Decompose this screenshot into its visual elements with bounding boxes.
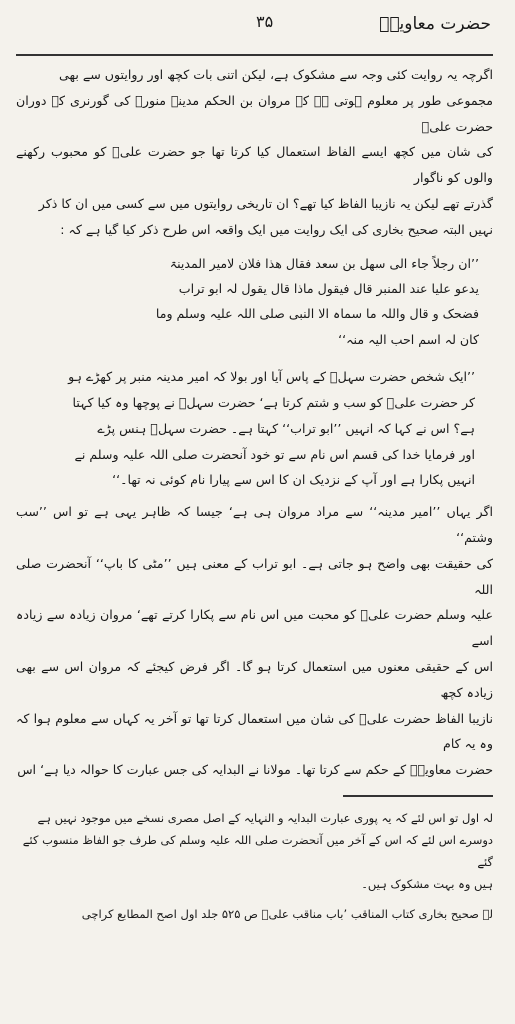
footnote-line: ہیں وہ بہت مشکوک ہیں۔ [361,876,493,891]
footnote-1 [16,807,493,895]
main-text [16,62,493,783]
text-line: کی شان میں کچھ ایسے الفاظ استعمال کیا کرتا تھا جو حضرت علیؓ کو محبوب رکھنے والوں کو ناگوار [16,144,493,186]
quote-line: کان لہ اسم احب الیہ منہ‘‘ [338,331,479,347]
translation-line: انہیں پکارا ہے اور آپ کے نزدیک ان کا اس سے پیارا نام کوئی نہ تھا۔‘‘ [112,472,475,488]
text-line: اگرچہ یہ روایت کئی وجہ سے مشکوک ہے، لیکن اتنی بات کچھ اور روایتوں سے بھی [59,67,493,82]
text-line: علیہ وسلم حضرت علیؓ کو محبت میں اس نام سے پکارا کرتے تھے‘ مروان زیادہ سے زیادہ اسے [16,607,493,649]
page-number: ۳۵ [256,12,274,31]
translation-line: کر حضرت علیؓ کو سب و شتم کرتا ہے‘ حضرت سہلؓ نے پوچھا وہ کیا کہتا [72,395,475,410]
quote-line: فضحک و قال واللہ ما سماہ الا النبی صلی اللہ علیہ وسلم وما [155,306,479,322]
footnote-line: لہ اول تو اس لئے کہ یہ پوری عبارت البدایہ و النہایہ کے اصل مصری نسخے میں موجود نہیں ہے [37,810,493,825]
text-line: نازیبا الفاظ حضرت علیؓ کی شان میں استعمال کرتا تھا تو آخر یہ کہاں سے معلوم ہوا کہ وہ یہ کام [16,710,493,752]
running-title: حضرت معاویہؓ [379,14,491,34]
text-line: گذرتے تھے لیکن یہ نازیبا الفاظ کیا تھے؟ ان تاریخی روایتوں میں سے کسی میں ان کا ذکر [38,195,493,211]
translation-line: ہے؟ اس نے کہا کہ انہیں ’’ابو تراب‘‘ کہتا ہے۔ حضرت سہلؓ ہنس پڑے [97,420,475,436]
text-line: اگر یہاں ’’امیر مدینہ‘‘ سے مراد مروان ہی ہے‘ جیسا کہ ظاہر یہی ہے تو اس ’’سب وشتم‘‘ [16,504,493,545]
translation-line: اور فرمایا خدا کی قسم اس نام سے تو خود آنحضرت صلی اللہ علیہ وسلم نے [74,446,475,462]
page-header [16,0,493,56]
text-line: مجموعی طور پر معلوم ہوتی ہے کہ مروان بن الحکم مدینہ منورہ کی گورنری کے دوران حضرت علیؓ [16,92,493,134]
text-line: حضرت معاویہؓ کے حکم سے کرتا تھا۔ مولانا نے البدایہ کی جس عبارت کا حوالہ دیا ہے‘ اس [17,762,493,778]
footnotes [16,807,493,925]
footnote-line: دوسرے اس لئے کہ اس کے آخر میں آنحضرت صلی اللہ علیہ وسلم کی طرف جو الفاظ منسوب کئے گئے [22,832,493,869]
paragraph-1 [16,62,493,243]
text-line: کی حقیقت بھی واضح ہو جاتی ہے۔ ابو تراب کے معنی ہیں ’’مٹی کا باپ‘‘ آنحضرت صلی اللہ [16,555,493,597]
text-line: اس کے حقیقی معنوں میں استعمال کرتا ہو گا۔ اگر فرض کیجئے کہ مروان اس سے بھی زیادہ کچھ [16,658,493,700]
footnote-line: لہ صحیح بخاری کتاب المناقب ’باب مناقب علیؓ ص ۵۲۵ جلد اول اصح المطابع کراچی [81,906,493,921]
footnote-separator [343,795,493,797]
footnote-2 [16,903,493,925]
quote-line: یدعو علیا عند المنبر قال فیقول ماذا قال یقول لہ ابو تراب [178,280,479,296]
arabic-quotation [16,251,493,353]
urdu-translation [16,364,493,493]
translation-line: ’’ایک شخص حضرت سہلؓ کے پاس آیا اور بولا کہ امیر مدینہ منبر پر کھڑے ہو [68,369,475,385]
text-line: نہیں البتہ صحیح بخاری کی ایک روایت میں ایک واقعہ اس طرح ذکر کیا گیا ہے کہ : [60,221,493,237]
paragraph-2 [16,499,493,783]
quote-line: ’’ان رجلاً جاء الی سھل بن سعد فقال ھذا فلان لامیر المدینۃ [169,255,479,271]
